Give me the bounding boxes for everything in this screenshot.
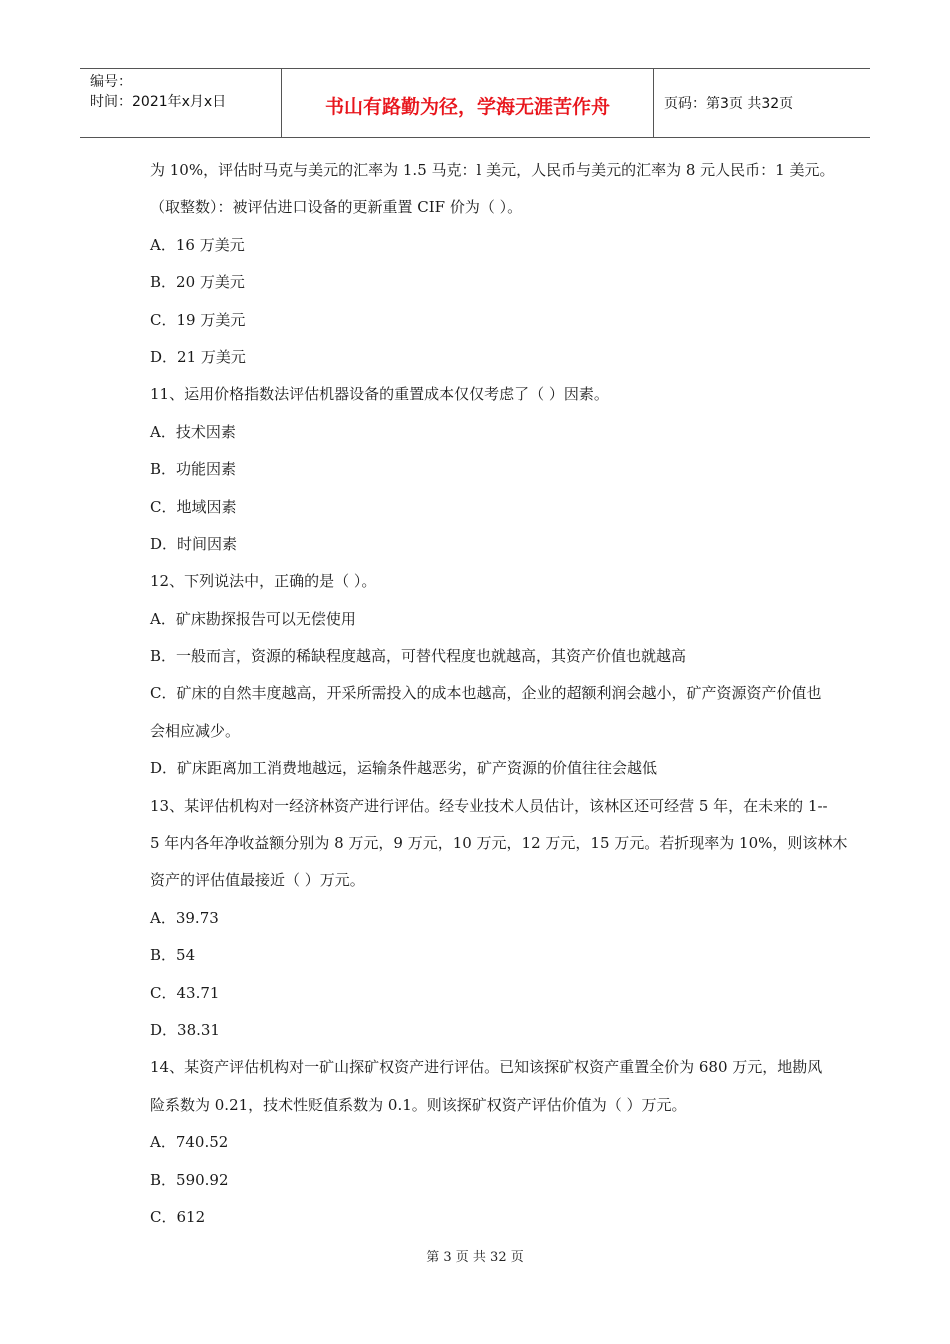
- option-line: C．矿床的自然丰度越高，开采所需投入的成本也越高，企业的超额利润会越小，矿产资源资产价值也: [150, 684, 822, 703]
- option-line: D．38.31: [150, 1020, 220, 1039]
- text-line: 会相应减少。: [150, 721, 241, 740]
- text-line: 5 年内各年净收益额分别为 8 万元，9 万元，10 万元，12 万元，15 万元。若折现率为 10%，则该林木: [150, 834, 848, 853]
- question-11: 11、运用价格指数法评估机器设备的重置成本仅仅考虑了（ ）因素。: [150, 385, 609, 404]
- option-line: D．矿床距离加工消费地越远，运输条件越恶劣，矿产资源的价值往往会越低: [150, 759, 658, 778]
- option-line: A．39.73: [150, 908, 219, 927]
- option-line: A．740.52: [150, 1133, 229, 1152]
- page-footer: 第 3 页 共 32 页: [426, 1250, 524, 1265]
- document-number-label: 编号：: [90, 74, 132, 90]
- header-page-info: 页码：第3页 共32页: [664, 96, 794, 112]
- option-line: A．16 万美元: [150, 235, 245, 254]
- question-14: 14、某资产评估机构对一矿山探矿权资产进行评估。已知该探矿权资产重置全价为 680 万元，地勘风: [150, 1058, 823, 1077]
- option-line: B．功能因素: [150, 460, 237, 479]
- option-line: C．19 万美元: [150, 310, 246, 329]
- text-line: 为 10%，评估时马克与美元的汇率为 1.5 马克：l 美元，人民币与美元的汇率为 8 元人民币：1 美元。: [150, 161, 835, 179]
- text-line: 险系数为 0.21，技术性贬值系数为 0.1。则该探矿权资产评估价值为（ ）万元。: [150, 1095, 687, 1114]
- question-13: 13、某评估机构对一经济林资产进行评估。经专业技术人员估计，该林区还可经营 5 年，在未来的 1--: [150, 796, 828, 815]
- option-line: A．技术因素: [150, 422, 236, 441]
- option-line: C．地域因素: [150, 497, 237, 516]
- header-meta: [80, 69, 281, 137]
- question-12: 12、下列说法中，正确的是（ ）。: [150, 572, 377, 591]
- option-line: A．矿床勘探报告可以无偿使用: [150, 609, 356, 628]
- option-line: C．612: [150, 1207, 206, 1226]
- option-line: B．一般而言，资源的稀缺程度越高，可替代程度也就越高，其资产价值也就越高: [150, 647, 687, 666]
- header-motto: 书山有路勤为径，学海无涯苦作舟: [281, 69, 654, 137]
- document-time: 时间：2021年x月x日: [90, 94, 227, 110]
- option-line: B．54: [150, 946, 196, 965]
- document-body: [150, 152, 902, 1236]
- text-line: （取整数）：被评估进口设备的更新重置 CIF 价为（ ）。: [150, 198, 523, 217]
- option-line: C．43.71: [150, 983, 220, 1002]
- option-line: D．21 万美元: [150, 347, 246, 366]
- page-header: [80, 68, 870, 138]
- option-line: D．时间因素: [150, 534, 238, 553]
- option-line: B．20 万美元: [150, 273, 245, 292]
- text-line: 资产的评估值最接近（ ）万元。: [150, 871, 365, 890]
- option-line: B．590.92: [150, 1170, 229, 1189]
